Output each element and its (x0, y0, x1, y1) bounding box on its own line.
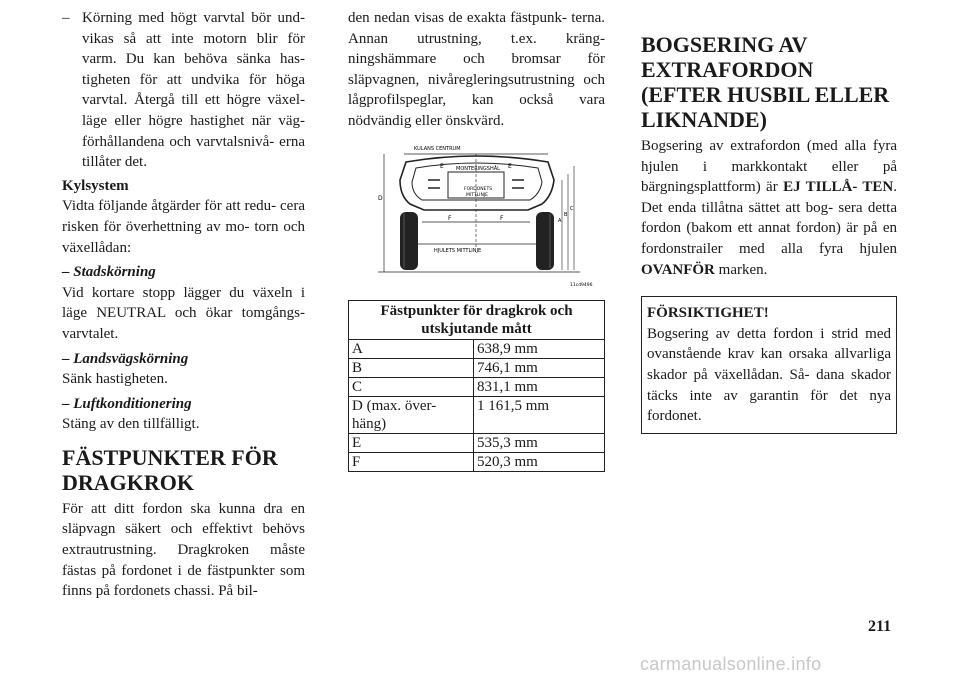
label-a: A (558, 217, 562, 224)
city-text: Vid kortare stopp lägger du växeln i läge NEUTRAL och ökar tomgångs- varvtalet. (62, 284, 305, 342)
table-key: D (max. över- häng) (349, 396, 474, 433)
section-title-towing: BOGSERING AV EXTRAFORDON (EFTER HUSBIL ELLER LIKNANDE) (641, 32, 890, 132)
table-key: E (349, 433, 474, 452)
towing-text-2: . Det enda tillåtna sättet att bog- sera detta fordon (bakom ett annat fordon) är på en fordonstrailer med alla fyra hjulen (641, 179, 897, 257)
towing-text-1: Bogsering av extrafordon (med alla fyra hjulen i markkontakt eller på bärgningsplattform) är (641, 138, 897, 196)
section-title-hitch: FÄSTPUNKTER FÖR DRAGKROK (62, 444, 278, 495)
figure-code: 11cd9496 (570, 282, 593, 288)
ac-heading: – Luftkonditionering (62, 395, 192, 412)
label-mount-plate: MONTERINGSHÅL (456, 165, 500, 172)
column-middle (348, 8, 605, 472)
table-row (349, 452, 605, 471)
table-row (349, 377, 605, 396)
label-f-right: F (500, 214, 504, 222)
label-f-left: F (448, 214, 452, 222)
table-key: B (349, 358, 474, 377)
table-value: 831,1 mm (474, 377, 605, 396)
label-b: B (564, 211, 568, 218)
list-item (62, 8, 305, 173)
table-key: A (349, 339, 474, 358)
label-c: C (570, 205, 574, 212)
hitch-dimensions-table (348, 300, 605, 472)
towing-not-allowed: EJ TILLÅ- TEN (783, 179, 894, 196)
table-value: 1 161,5 mm (474, 396, 605, 433)
table-row (349, 433, 605, 452)
towing-text-3: marken. (714, 261, 768, 278)
intro-text: den nedan visas de exakta fästpunk- terna. Annan utrustning, t.ex. kräng- ningshämmare och bromsar för släpvagnen, nivåregleringsutrustning och lågprofilspeglar, kan också vara nödvändig eller önskvärd. (348, 10, 605, 129)
city-heading: – Stadskörning (62, 264, 156, 281)
caution-title: FÖRSIKTIGHET! (647, 305, 769, 322)
label-e-right: E (508, 162, 512, 170)
dash-bullet: – (62, 10, 70, 26)
page-number: 211 (868, 618, 892, 635)
table-value: 638,9 mm (474, 339, 605, 358)
label-vehicle-center-1: FORDONETS (464, 186, 493, 192)
table-row (349, 396, 605, 433)
high-rpm-text: Körning med högt varvtal bör und- vikas så att inte motorn blir för varm. Du kan behöva sänka has- tigheten för att undvika för höga varvtal. Återgå till ett högre växel- läge eller högre hastighet när väg- förhållandena och varvtalsnivå- erna tillåter det. (82, 10, 305, 171)
wheel-left (400, 212, 418, 270)
table-row (349, 339, 605, 358)
table-key: F (349, 452, 474, 471)
table-value: 520,3 mm (474, 452, 605, 471)
cooling-text: Vidta följande åtgärder för att redu- cera risken för överhettning av mo- torn och växellådan: (62, 198, 305, 256)
hitch-text: För att ditt fordon ska kunna dra en släpvagn säkert och effektivt behövs extrautrustning. Dragkroken måste fästas på fordonet i de fästpunkter som finns på fordonets chassi. På bil- (62, 500, 305, 600)
column-right (641, 8, 897, 434)
mount-arrow-right (512, 180, 524, 188)
label-e-left: E (440, 162, 444, 170)
hitch-diagram (348, 140, 605, 292)
caution-box (641, 296, 897, 434)
table-row (349, 358, 605, 377)
hitch-diagram-svg (348, 140, 605, 292)
label-d: D (378, 194, 383, 202)
towing-text (641, 136, 897, 280)
towing-above: OVANFÖR (641, 261, 715, 278)
column-left (62, 8, 305, 602)
table-header: Fästpunkter för dragkrok och utskjutande mått (349, 300, 605, 339)
label-vehicle-center-2: MITTLINJE (466, 192, 488, 198)
label-ball-center: KULANS CENTRUM (414, 145, 461, 152)
caution-text: Bogsering av detta fordon i strid med ovanstående krav kan orsaka allvarliga skador på växellådan. Så- dana skador täcks inte av garantin för det nya fordonet. (647, 325, 891, 425)
label-wheel-center: HJULETS MITTLINJE (434, 247, 482, 254)
highway-heading: – Landsvägskörning (62, 350, 189, 367)
cooling-heading: Kylsystem (62, 177, 129, 194)
wheel-right (536, 212, 554, 270)
mount-arrow-left (428, 180, 440, 188)
watermark: carmanualsonline.info (640, 654, 822, 674)
table-value: 535,3 mm (474, 433, 605, 452)
highway-text: Sänk hastigheten. (62, 371, 168, 388)
table-key: C (349, 377, 474, 396)
table-value: 746,1 mm (474, 358, 605, 377)
ac-text: Stäng av den tillfälligt. (62, 416, 200, 433)
